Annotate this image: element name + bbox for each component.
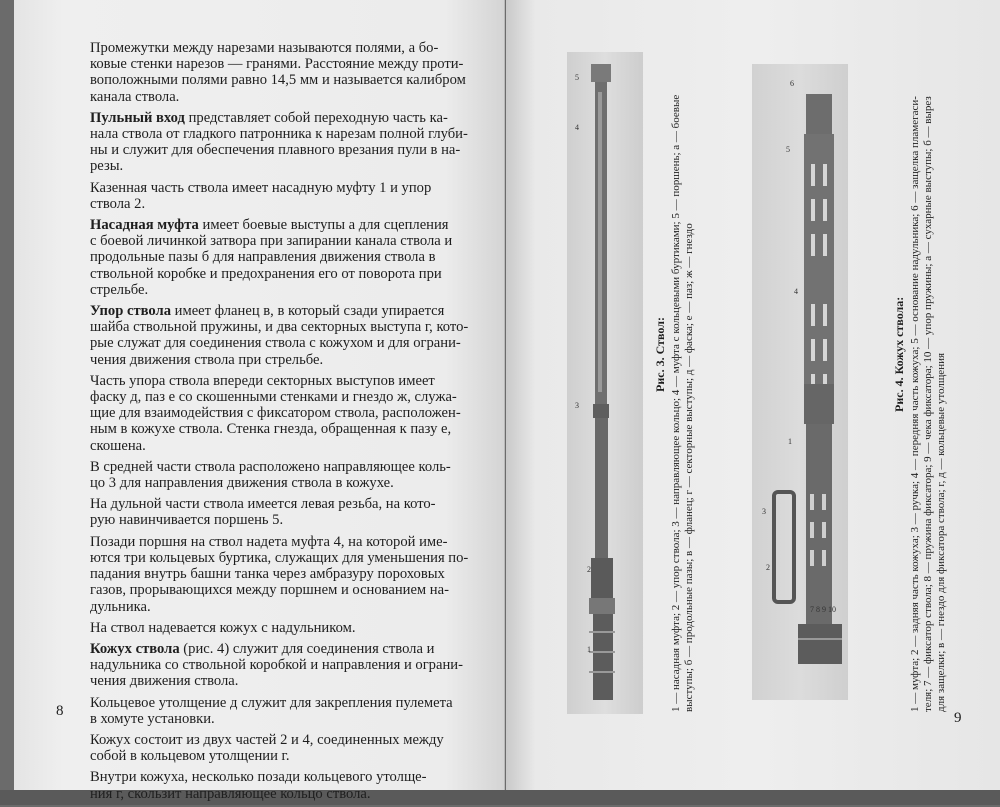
term-heading: Упор ствола [90,303,171,320]
fig3-legend-line-2: выступы; б — продольные пазы; в — фланец; г — секторные выступы; д — фаска; е — паз; ж — гнездо [683,223,695,712]
text-line: ствола 2. [90,195,146,212]
text-fragment: (рис. 4) служит для соединения ствола и [179,640,435,657]
text-fragment: имеет боевые выступы а для сцепления [198,217,449,234]
callout-label: 4 [575,123,579,132]
paragraph [64,373,476,454]
text-line: На ствол надевается кожух с надульником. [90,619,356,636]
text-line: Кольцевое утолщение д служит для закрепления пулемета [90,694,453,711]
callout-label: 3 [762,507,766,516]
text-line: ются три кольцевых буртика, служащих для уменьшения по- [90,549,469,566]
paragraph [64,180,476,212]
callout-label: 2 [587,565,591,574]
text-line: ния г, скользит направляющее кольцо ствола. [90,785,371,802]
text-line: Промежутки между нарезами называются полями, а бо- [90,40,439,56]
text-line: ствольной коробке и предохранения его от поворота при [90,265,442,282]
text-line: чения движения ствола. [90,673,239,690]
term-heading: Насадная муфта [90,217,199,234]
barrel-illustration [567,52,643,714]
text-line: стрельбе. [90,281,149,298]
paragraph [64,695,476,727]
callout-label: 9 [822,605,826,614]
text-line: В средней части ствола расположено направляющее коль- [90,458,451,475]
text-line: нала ствола от гладкого патронника к нарезам полной глуби- [90,126,468,143]
paragraph [64,40,476,105]
paragraph [64,769,476,801]
fig3-legend-line-1: 1 — насадная муфта; 2 — упор ствола; 3 — направляющее кольцо; 4 — муфта с кольцевыми буртиками; 5 — поршень; а — боевые [670,94,682,712]
text-line: ны и служит для обеспечения плавного врезания пули в на- [90,142,461,159]
text-line: ным в кожухе ствола. Стенка гнезда, обращенная к пазу е, [90,421,452,438]
text-line [64,303,476,319]
text-line [64,641,476,657]
text-line: воположными полями равно 14,5 мм и называется калибром [90,72,466,89]
callout-label: 5 [786,145,790,154]
text-fragment: представляет собой переходную часть ка- [184,109,448,126]
page-number-right: 9 [954,710,962,726]
text-line: Позади поршня на ствол надета муфта 4, на которой име- [90,533,448,550]
paragraph [64,496,476,528]
text-line: рую навинчивается поршень 5. [90,512,284,529]
callout-label: 1 [587,645,591,654]
text-line: дульника. [90,598,151,615]
text-line: падания внутрь башни танка через амбразуру пороховых [90,566,445,583]
text-line: Казенная часть ствола имеет насадную муфту 1 и упор [90,179,432,196]
text-line: скошена. [90,437,146,454]
text-line: ковые стенки нарезов — гранями. Расстояние между проти- [90,56,464,73]
text-line: цо 3 для направления движения ствола в кожухе. [90,475,394,492]
text-line [64,110,476,126]
term-heading: Пульный вход [90,109,185,126]
text-line: Кожух состоит из двух частей 2 и 4, соединенных между [90,731,444,748]
fig4-legend-line-3: для защелки; в — гнездо для фиксатора ствола; г, д — кольцевые утолщения [935,352,947,712]
text-line [64,217,476,233]
text-line: в хомуте установки. [90,710,215,727]
page-number-left: 8 [56,703,64,719]
callout-label: 4 [794,287,798,296]
text-fragment: имеет фланец в, в который сзади упирается [171,303,445,320]
paragraph [64,641,476,690]
paragraph [64,534,476,615]
text-line: фаску д, паз е со скошенными стенками и гнездо ж, служа- [90,389,457,406]
fig4-legend-line-1: 1 — муфта; 2 — задняя часть кожуха; 3 — ручка; 4 — передняя часть кожуха; 5 — основание надульника; 6 — защелка пламегаси- [909,96,921,712]
paragraph [64,459,476,491]
callout-label: 7 [810,605,814,614]
text-line: рые служат для соединения ствола с кожухом и для ограни- [90,335,461,352]
callout-label: 3 [575,401,579,410]
callout-label: 2 [766,563,770,572]
text-line: На дульной части ствола имеется левая резьба, на кото- [90,496,436,513]
callout-label: 10 [828,605,836,614]
paragraph [64,732,476,764]
barrel-jacket-photo [752,64,848,700]
paragraph [64,217,476,298]
text-line: собой в кольцевом утолщении г. [90,748,290,765]
text-line: чения движения ствола при стрельбе. [90,351,324,368]
text-line: газов, прорывающихся между поршнем и основанием на- [90,582,449,599]
paragraph [64,303,476,368]
barrel-photo [567,52,643,714]
callout-label: 1 [788,437,792,446]
body-text [64,40,476,807]
text-line: Часть упора ствола впереди секторных выступов имеет [90,372,435,389]
text-line: канала ствола. [90,88,180,105]
callout-label: 8 [816,605,820,614]
text-line: с боевой личинкой затвора при запирании канала ствола и [90,233,453,250]
paragraph [64,110,476,175]
paragraph [64,620,476,636]
fig4-title: Рис. 4. Кожух ствола: [892,296,906,412]
callout-label: 5 [575,73,579,82]
text-line: щие для взаимодействия с фиксатором ствола, расположен- [90,405,461,422]
text-line: надульника со ствольной коробкой и направления и ограни- [90,657,463,674]
text-line: шайба ствольной пружины, и два секторных выступа г, кото- [90,319,469,336]
fig3-title: Рис. 3. Ствол: [653,317,667,392]
text-line: резы. [90,158,124,175]
barrel-jacket-illustration [752,64,848,700]
term-heading: Кожух ствола [90,640,180,657]
fig4-legend-line-2: теля; 7 — фиксатор ствола; 8 — пружина фиксатора; 9 — чека фиксатора; 10 — упор пружины; а — сухарные выступы; б — вырез [922,96,934,712]
callout-label: 6 [790,79,794,88]
text-line: продольные пазы б для направления движения ствола в [90,249,436,266]
text-line: Внутри кожуха, несколько позади кольцевого утолще- [90,769,427,786]
